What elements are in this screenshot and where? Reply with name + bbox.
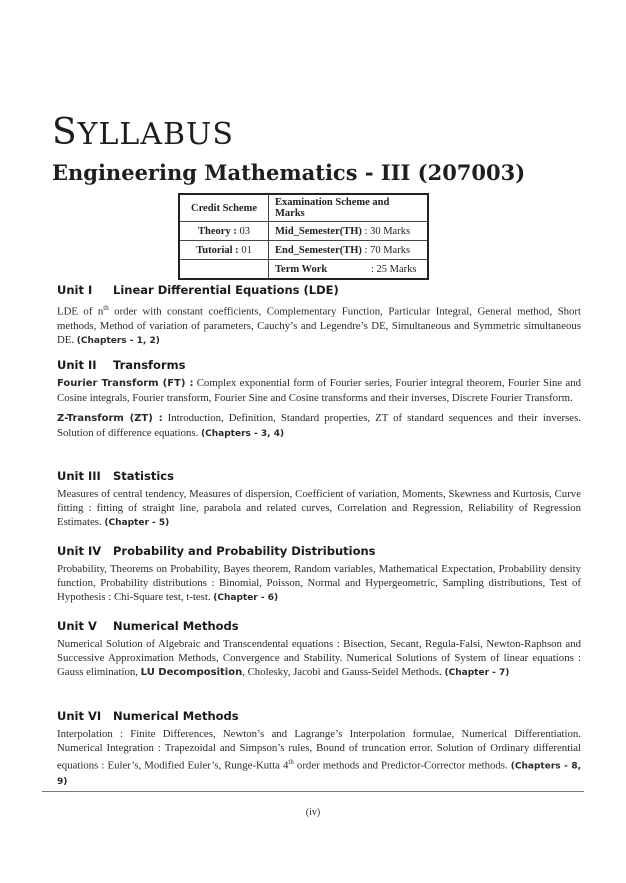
text-segment: LDE of n <box>57 305 104 318</box>
credit-label: Tutorial : <box>196 244 239 256</box>
subject-title: Engineering Mathematics - III (207003) <box>52 160 526 185</box>
unit-title: Numerical Methods <box>113 709 239 723</box>
unit-title: Statistics <box>113 469 174 483</box>
text-segment: Probability, Theorems on Probability, Bayes theorem, Random variables, Mathematical Expectation, Probability density function, Probability distributions : Binomial, Poisson, Normal and Hypergeometric, Sampling distributions, Test of Hypothesis : Chi-Square test, t-test. <box>57 563 581 603</box>
scheme-table <box>178 193 429 280</box>
footer-divider <box>42 791 584 792</box>
unit-number: Unit VI <box>57 709 102 723</box>
unit-number: Unit IV <box>57 544 102 558</box>
credit-value: 01 <box>241 244 252 256</box>
unit-title: Linear Differential Equations (LDE) <box>113 283 339 297</box>
credit-cell <box>179 241 269 260</box>
unit-description <box>57 562 581 605</box>
unit-description <box>57 411 581 441</box>
chapter-reference: (Chapters - 3, 4) <box>201 429 285 439</box>
unit-number: Unit II <box>57 358 97 372</box>
unit-6-section <box>57 709 581 795</box>
unit-4-section <box>57 544 581 611</box>
exam-label: Term Work <box>275 263 328 275</box>
text-segment: Numerical Solution of Algebraic and Transcendental equations : Bisection, Secant, Regula-Falsi, Newton-Raphson and Successive Approximation Methods, Convergence and Stability. Numerical Solutions of System of linear equations : Gauss elimination, <box>57 638 581 678</box>
unit-5-section <box>57 619 581 686</box>
unit-heading <box>57 283 581 297</box>
unit-description <box>57 727 581 789</box>
unit-description <box>57 376 581 405</box>
chapter-reference: (Chapter - 7) <box>444 668 510 678</box>
table-row <box>179 222 428 241</box>
exam-cell <box>269 260 429 280</box>
text-segment: order methods and Predictor-Corrector methods. <box>293 759 511 772</box>
credit-cell <box>179 260 269 280</box>
unit-number: Unit III <box>57 469 101 483</box>
unit-description <box>57 637 581 680</box>
text-segment: Introduction, Definition, Standard properties, ZT of standard sequences and their inverses. Solution of difference equations. <box>57 412 581 439</box>
unit-heading <box>57 709 581 723</box>
exam-scheme-header: Examination Scheme and Marks <box>269 194 429 222</box>
topic-term: LU Decomposition <box>140 667 243 678</box>
page-number: (iv) <box>305 807 321 818</box>
superscript: th <box>103 304 109 312</box>
unit-heading <box>57 469 581 483</box>
unit-heading <box>57 544 581 558</box>
exam-cell <box>269 222 429 241</box>
text-segment: Complex exponential form of Fourier series, Fourier integral theorem, Fourier Sine and Cosine integrals, Fourier transform, Fourier Sine and Cosine transforms and their inverses, Discrete Fourier Transform. <box>57 377 582 404</box>
unit-1-section <box>57 283 581 354</box>
heading-rest: YLLABUS <box>77 117 234 152</box>
chapter-reference: (Chapter - 6) <box>213 593 279 603</box>
unit-heading <box>57 619 581 633</box>
unit-title: Probability and Probability Distributions <box>113 544 376 558</box>
credit-scheme-header: Credit Scheme <box>179 194 269 222</box>
credit-value: 03 <box>239 225 250 237</box>
page-heading <box>52 112 234 153</box>
text-segment: Interpolation : Finite Differences, Newton’s and Lagrange’s Interpolation formulae, Numerical Differentiation. Numerical Integration : Trapezoidal and Simpson’s rules, Bound of truncation error. Solution of Ordinary differential equations : Euler’s, Modified Euler’s, Runge-Kutta 4 <box>57 728 581 772</box>
table-row <box>179 260 428 280</box>
exam-label: End_Semester(TH) <box>275 244 362 256</box>
topic-term: Fourier Transform (FT) : <box>57 378 194 389</box>
superscript: th <box>288 758 294 766</box>
unit-number: Unit I <box>57 283 93 297</box>
heading-initial: S <box>52 112 78 153</box>
exam-value: : 30 Marks <box>364 225 411 237</box>
unit-description <box>57 487 581 530</box>
unit-2-section <box>57 358 581 447</box>
text-segment: order with constant coefficients, Complementary Function, Particular Integral, General method, Short methods, Method of variation of parameters, Cauchy’s and Legendre’s DE, Simultaneous and Symmetric simultaneous DE. <box>57 305 581 346</box>
table-header-row <box>179 194 428 222</box>
unit-title: Numerical Methods <box>113 619 239 633</box>
chapter-reference: (Chapter - 5) <box>104 518 170 528</box>
unit-3-section <box>57 469 581 536</box>
unit-description <box>57 301 581 348</box>
unit-title: Transforms <box>113 358 186 372</box>
exam-cell <box>269 241 429 260</box>
text-segment: Measures of central tendency, Measures of dispersion, Coefficient of variation, Moments, Skewness and Kurtosis, Curve fitting : fitting of straight line, parabola and related curves, Correlation and Regression, Reliability of Regression Estimates. <box>57 488 581 528</box>
unit-number: Unit V <box>57 619 97 633</box>
exam-label: Mid_Semester(TH) <box>275 225 362 237</box>
text-segment: , Cholesky, Jacobi and Gauss-Seidel Methods. <box>242 666 445 678</box>
table-row <box>179 241 428 260</box>
exam-value: : 25 Marks <box>371 263 417 275</box>
topic-term: Z-Transform (ZT) : <box>57 413 163 424</box>
chapter-reference: (Chapters - 8, 9) <box>57 761 581 787</box>
chapter-reference: (Chapters - 1, 2) <box>76 335 160 346</box>
credit-cell <box>179 222 269 241</box>
unit-heading <box>57 358 581 372</box>
exam-value: : 70 Marks <box>364 244 411 256</box>
credit-label: Theory : <box>198 225 237 237</box>
